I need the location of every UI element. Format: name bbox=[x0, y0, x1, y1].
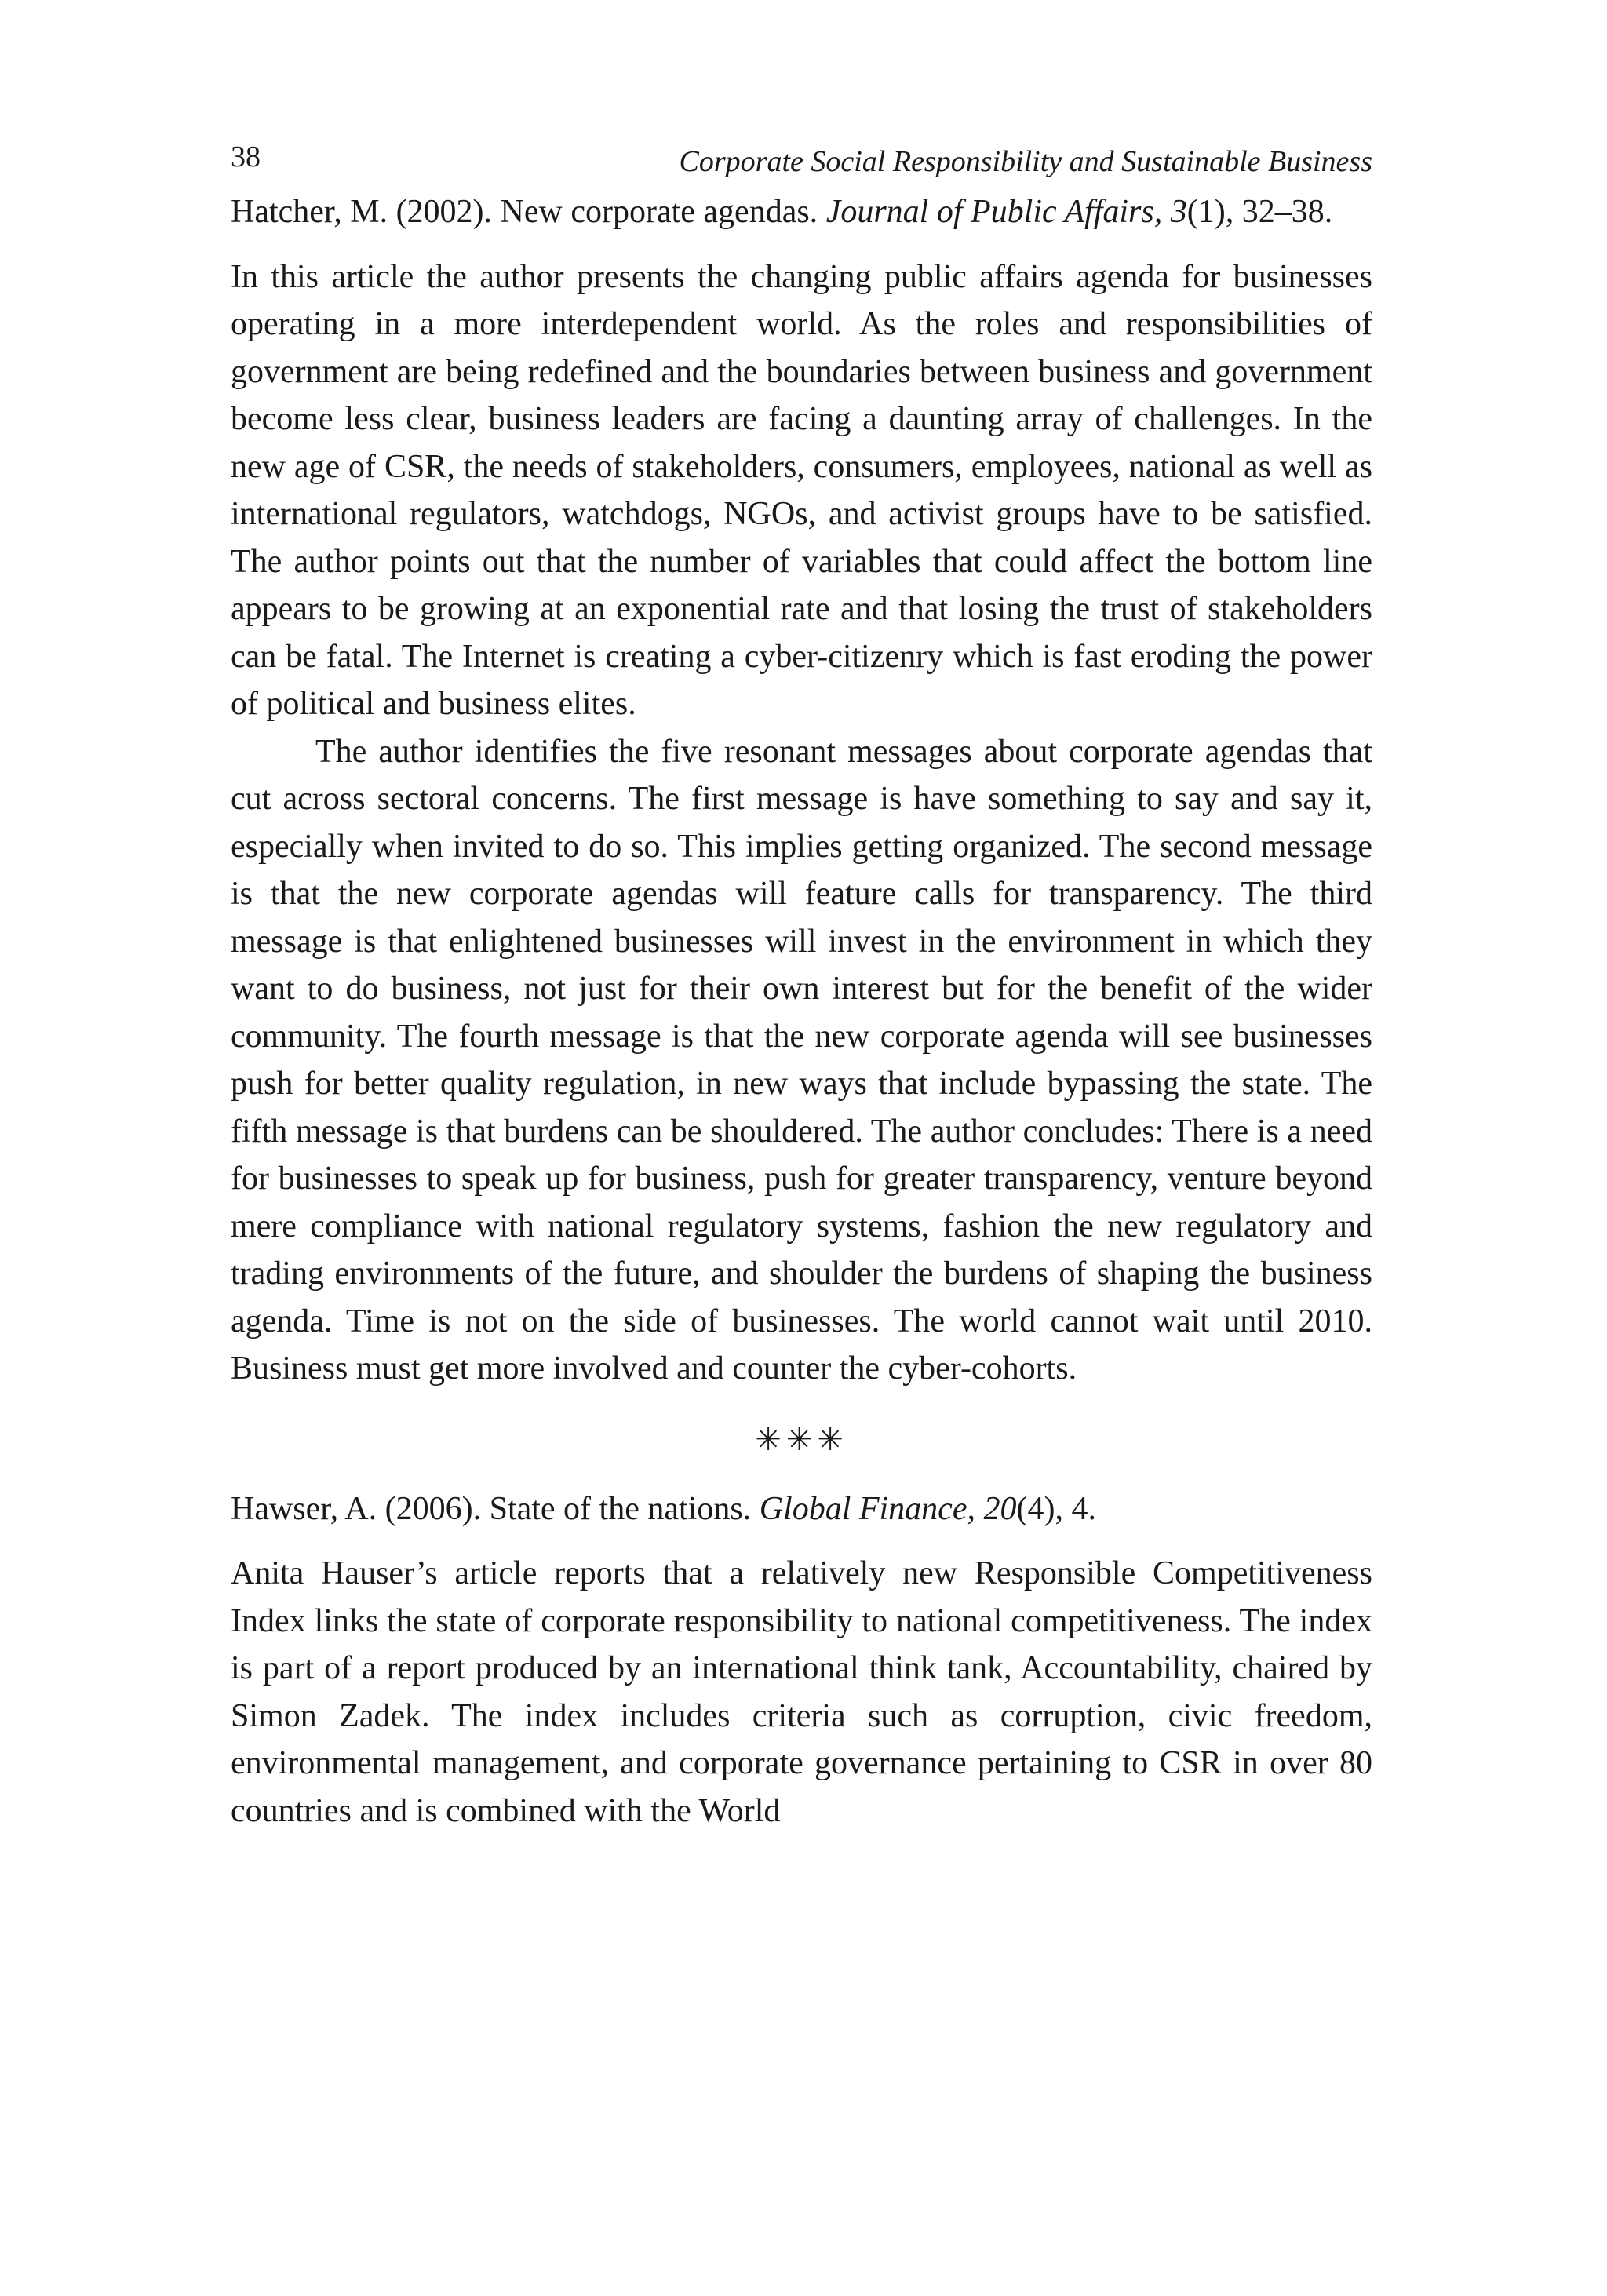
annotation-paragraph: In this article the author presents the changing public affairs agenda for businesses operating in a more interdependent world. As the roles and responsibilities of government are being redefined and the boundaries between business and government become less clear, business leaders are facing a daunting array of challenges. In the new age of CSR, the needs of stakeholders, consumers, employees, national as well as international regulators, watchdogs, NGOs, and activist groups have to be satisfied. The author points out that the number of variables that could affect the bottom line appears to be growing at an exponential rate and that losing the trust of stakeholders can be fatal. The Internet is creating a cyber-citizenry which is fast eroding the power of political and business elites. bbox=[231, 258, 1372, 722]
citation-author-title: Hatcher, M. (2002). New corporate agendas. bbox=[231, 194, 826, 230]
page-number: 38 bbox=[231, 140, 261, 173]
book-page bbox=[231, 133, 1372, 1835]
citation bbox=[231, 188, 1372, 236]
citation-issue-pages: (4), 4. bbox=[1016, 1490, 1096, 1527]
running-head bbox=[231, 133, 1372, 188]
citation bbox=[231, 1485, 1372, 1533]
citation-journal: Journal of Public Affairs, 3 bbox=[825, 194, 1187, 230]
section-separator: ✳✳✳ bbox=[755, 1421, 848, 1458]
bibliography-entry-hawser bbox=[231, 1485, 1372, 1835]
citation-journal: Global Finance, 20 bbox=[759, 1490, 1017, 1527]
citation-author-title: Hawser, A. (2006). State of the nations. bbox=[231, 1490, 760, 1527]
running-title: Corporate Social Responsibility and Sustainable Business bbox=[679, 145, 1372, 178]
citation-issue-pages: (1), 32–38. bbox=[1186, 194, 1333, 230]
annotation-paragraph: Anita Hauser’s article reports that a relatively new Responsible Competitiveness Index links the state of corporate responsibility to national competitiveness. The index is part of a report produced by an international think tank, Accountability, chaired by Simon Zadek. The index includes criteria such as corruption, civic freedom, environmental management, and corporate governance pertaining to CSR in over 80 countries and is combined with the World bbox=[231, 1555, 1372, 1829]
annotation-paragraph: The author identifies the five resonant messages about corporate agendas that cut across sectoral concerns. The first message is have something to say and say it, especially when invited to do so. This implies getting organized. The second message is that the new corporate agendas will feature calls for transparency. The third message is that enlightened businesses will invest in the environment in which they want to do business, not just for their own interest but for the benefit of the wider community. The fourth message is that the new corporate agenda will see businesses push for better quality regulation, in new ways that include bypassing the state. The fifth message is that burdens can be shouldered. The author concludes: There is a need for businesses to speak up for business, push for greater transparency, venture beyond mere compliance with national regulatory systems, fashion the new regulatory and trading environments of the future, and shoulder the burdens of shaping the business agenda. Time is not on the side of businesses. The world cannot wait until 2010. Business must get more involved and counter the cyber-cohorts. bbox=[231, 733, 1372, 1387]
bibliography-entry-hatcher bbox=[231, 188, 1372, 1393]
